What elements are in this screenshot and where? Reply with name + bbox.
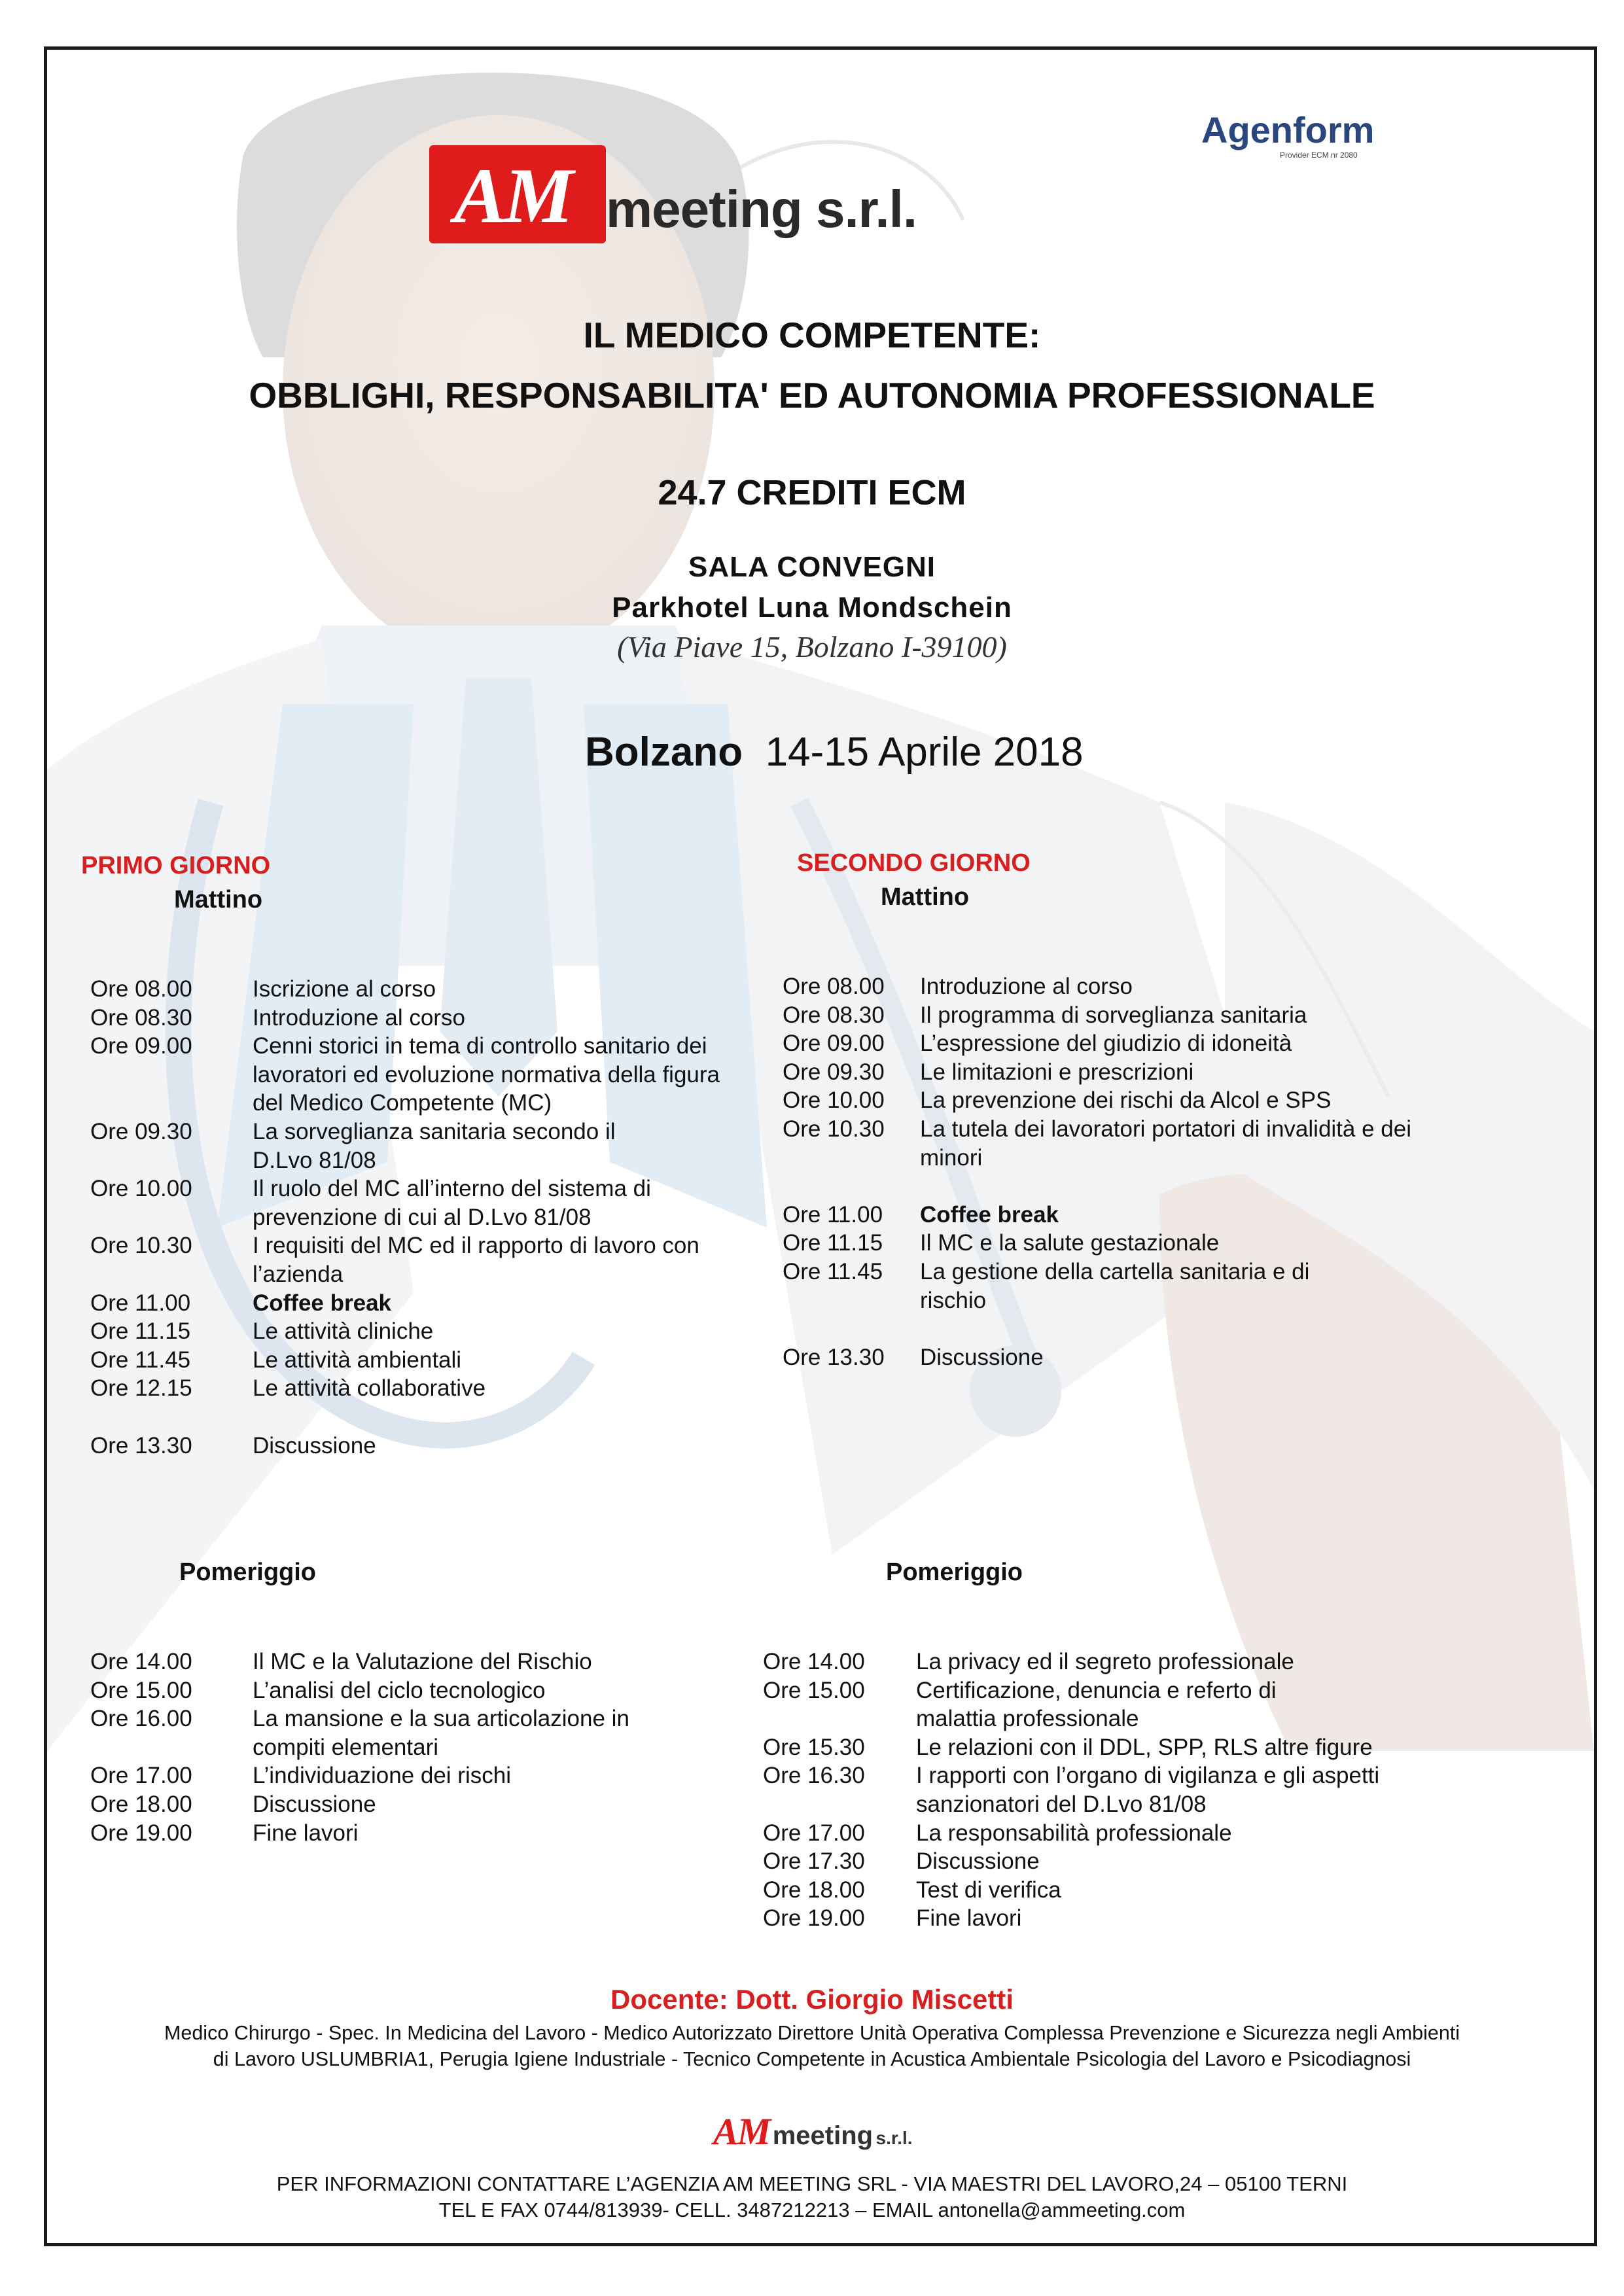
schedule-time: Ore 11.15: [783, 1230, 883, 1256]
schedule-activity: del Medico Competente (MC): [253, 1090, 552, 1116]
schedule-time: Ore 17.00: [90, 1763, 192, 1789]
venue-hotel: Parkhotel Luna Mondschein: [612, 592, 1012, 624]
footer-srl-text: s.r.l.: [875, 2128, 913, 2148]
schedule-activity: Coffee break: [920, 1201, 1059, 1227]
schedule-activity: Fine lavori: [916, 1905, 1022, 1932]
schedule-activity: Le attività ambientali: [253, 1347, 462, 1373]
schedule-activity: Discussione: [920, 1344, 1044, 1370]
day2-title: SECONDO GIORNO: [797, 849, 1031, 877]
schedule-activity: Coffee break: [253, 1290, 392, 1316]
docente-bio-line2: di Lavoro USLUMBRIA1, Perugia Igiene Industriale - Tecnico Competente in Acustica Ambientale Psicologia del Lavoro e Psicodiagnosi: [213, 2048, 1411, 2070]
schedule-time: Ore 16.30: [763, 1763, 865, 1789]
schedule-activity: malattia professionale: [916, 1706, 1139, 1732]
schedule-activity: Il programma di sorveglianza sanitaria: [920, 1002, 1307, 1028]
ecm-credits: 24.7 CREDITI ECM: [658, 473, 966, 512]
schedule-time: Ore 08.00: [90, 976, 192, 1002]
schedule-time: Ore 19.00: [763, 1905, 865, 1932]
venue-hall: SALA CONVEGNI: [688, 551, 936, 583]
am-meeting-logo: [429, 139, 979, 250]
schedule-activity: L’analisi del ciclo tecnologico: [253, 1677, 546, 1703]
schedule-activity: Il MC e la salute gestazionale: [920, 1230, 1220, 1256]
footer-am-letters: AM: [713, 2110, 770, 2153]
schedule-time: Ore 10.30: [783, 1116, 885, 1142]
docente-title: Docente: Dott. Giorgio Miscetti: [610, 1984, 1014, 2015]
schedule-time: Ore 14.00: [90, 1649, 192, 1674]
schedule-time: Ore 18.00: [90, 1792, 192, 1817]
schedule-activity: La responsabilità professionale: [916, 1820, 1232, 1846]
schedule-time: Ore 15.30: [763, 1734, 865, 1760]
schedule-activity: minori: [920, 1144, 983, 1171]
event-city: Bolzano: [585, 730, 743, 775]
schedule-activity: Discussione: [916, 1848, 1040, 1875]
schedule-time: Ore 13.30: [783, 1344, 885, 1370]
course-title-line1: IL MEDICO COMPETENTE:: [583, 315, 1041, 355]
schedule-time: Ore 08.00: [783, 974, 885, 999]
schedule-time: Ore 09.30: [90, 1119, 192, 1144]
day2-morning-label: Mattino: [881, 883, 970, 911]
footer-contact-line2: TEL E FAX 0744/813939- CELL. 3487212213 – EMAIL antonella@ammeeting.com: [438, 2199, 1186, 2221]
schedule-activity: Il MC e la Valutazione del Rischio: [253, 1649, 592, 1674]
schedule-activity: Iscrizione al corso: [253, 976, 436, 1002]
day1-morning-label: Mattino: [174, 886, 263, 913]
schedule-activity: rischio: [920, 1287, 987, 1313]
schedule-activity: lavoratori ed evoluzione normativa della figura: [253, 1061, 720, 1087]
schedule-time: Ore 15.00: [763, 1677, 865, 1703]
schedule-activity: compiti elementari: [253, 1734, 438, 1760]
schedule-time: Ore 11.00: [783, 1201, 883, 1227]
am-logo-letters: AM: [454, 152, 571, 239]
schedule-time: Ore 09.00: [783, 1031, 885, 1057]
schedule-activity: La mansione e la sua articolazione in: [253, 1706, 629, 1732]
schedule-time: Ore 11.45: [783, 1259, 883, 1284]
schedule-time: Ore 12.15: [90, 1375, 192, 1402]
schedule-activity: Discussione: [253, 1792, 376, 1817]
schedule-time: Ore 10.00: [90, 1176, 192, 1202]
schedule-activity: Le attività cliniche: [253, 1318, 434, 1345]
schedule-activity: Cenni storici in tema di controllo sanitario dei: [253, 1033, 707, 1059]
schedule-time: Ore 09.30: [783, 1059, 885, 1085]
schedule-time: Ore 10.30: [90, 1233, 192, 1259]
day2-afternoon-label: Pomeriggio: [886, 1559, 1023, 1586]
agenform-subtext: Provider ECM nr 2080: [1280, 150, 1358, 160]
schedule-activity: La prevenzione dei rischi da Alcol e SPS: [920, 1087, 1332, 1114]
day1-title: PRIMO GIORNO: [81, 852, 271, 879]
footer-contact-line1: PER INFORMAZIONI CONTATTARE L’AGENZIA AM MEETING SRL - VIA MAESTRI DEL LAVORO,24 – 05100 TERNI: [276, 2172, 1348, 2195]
schedule-activity: La gestione della cartella sanitaria e di: [920, 1259, 1310, 1284]
schedule-time: Ore 11.00: [90, 1290, 191, 1316]
schedule-time: Ore 10.00: [783, 1087, 885, 1114]
schedule-activity: Certificazione, denuncia e referto di: [916, 1677, 1277, 1703]
footer-meeting-text: meeting: [772, 2121, 874, 2150]
schedule-activity: Introduzione al corso: [253, 1004, 465, 1031]
schedule-time: Ore 14.00: [763, 1649, 865, 1674]
schedule-time: Ore 19.00: [90, 1820, 192, 1846]
schedule-time: Ore 17.30: [763, 1848, 865, 1875]
schedule-time: Ore 18.00: [763, 1877, 865, 1903]
schedule-time: Ore 16.00: [90, 1706, 192, 1732]
schedule-activity: Test di verifica: [916, 1877, 1061, 1903]
event-dates: 14-15 Aprile 2018: [765, 730, 1084, 775]
meeting-srl-text: meeting s.r.l.: [606, 180, 917, 238]
docente-bio-line1: Medico Chirurgo - Spec. In Medicina del Lavoro - Medico Autorizzato Direttore Unità Operativa Complessa Prevenzione e Sicurezza negli Ambienti: [164, 2022, 1460, 2044]
event-date: [585, 729, 1084, 775]
schedule-activity: La sorveglianza sanitaria secondo il: [253, 1119, 616, 1144]
agenform-text: Agenform: [1201, 109, 1375, 150]
schedule-activity: La tutela dei lavoratori portatori di invalidità e dei: [920, 1116, 1411, 1142]
schedule-activity: La privacy ed il segreto professionale: [916, 1649, 1294, 1674]
schedule-activity: Fine lavori: [253, 1820, 359, 1846]
schedule-activity: I requisiti del MC ed il rapporto di lavoro con: [253, 1233, 699, 1259]
venue-address: (Via Piave 15, Bolzano I-39100): [617, 630, 1007, 663]
schedule-time: Ore 15.00: [90, 1677, 192, 1703]
schedule-activity: D.Lvo 81/08: [253, 1147, 376, 1173]
footer-am-logo: [713, 2110, 913, 2153]
schedule-activity: I rapporti con l’organo di vigilanza e gli aspetti: [916, 1763, 1380, 1789]
schedule-activity: sanzionatori del D.Lvo 81/08: [916, 1792, 1207, 1817]
schedule-activity: Introduzione al corso: [920, 974, 1133, 999]
schedule-time: Ore 08.30: [783, 1002, 885, 1028]
schedule-activity: Il ruolo del MC all’interno del sistema di: [253, 1176, 651, 1202]
schedule-time: Ore 11.45: [90, 1347, 191, 1373]
schedule-activity: Le relazioni con il DDL, SPP, RLS altre figure: [916, 1734, 1373, 1760]
schedule-time: Ore 13.30: [90, 1432, 192, 1458]
schedule-time: Ore 17.00: [763, 1820, 865, 1846]
schedule-activity: l’azienda: [253, 1262, 344, 1287]
schedule-time: Ore 08.30: [90, 1004, 192, 1031]
day1-afternoon-label: Pomeriggio: [179, 1559, 317, 1586]
schedule-time: Ore 11.15: [90, 1318, 191, 1345]
agenform-logo: [1201, 109, 1398, 168]
schedule-activity: prevenzione di cui al D.Lvo 81/08: [253, 1204, 591, 1230]
schedule-activity: Le attività collaborative: [253, 1375, 486, 1402]
schedule-activity: Discussione: [253, 1432, 376, 1458]
schedule-time: Ore 09.00: [90, 1033, 192, 1059]
schedule-activity: L’espressione del giudizio di idoneità: [920, 1031, 1292, 1057]
schedule-activity: Le limitazioni e prescrizioni: [920, 1059, 1194, 1085]
schedule-activity: L’individuazione dei rischi: [253, 1763, 511, 1789]
course-title-line2: OBBLIGHI, RESPONSABILITA' ED AUTONOMIA PROFESSIONALE: [249, 375, 1375, 415]
